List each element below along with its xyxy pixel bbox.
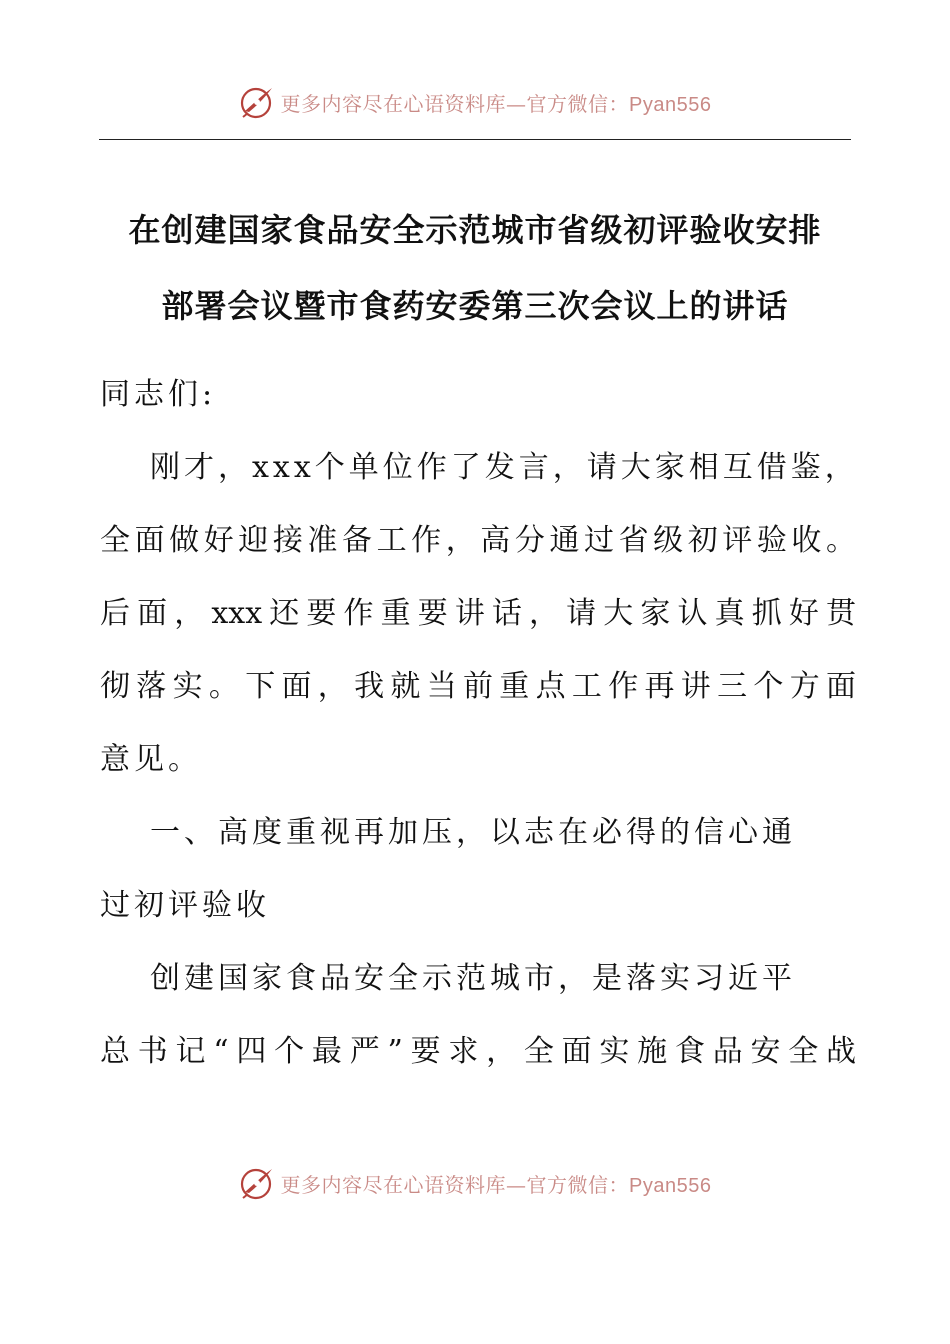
paragraph-2-line-1: 创建国家食品安全示范城市，是落实习近平 <box>150 961 796 996</box>
heading-1-line-1: 一、高度重视再加压，以志在必得的信心通 <box>150 815 796 850</box>
quill-logo-icon <box>239 84 275 120</box>
paragraph-1-line-4: 彻落实。下面，我就当前重点工作再讲三个方面 <box>100 669 856 704</box>
salutation: 同志们: <box>100 377 217 412</box>
footer-watermark <box>0 1163 950 1203</box>
document-body <box>100 358 859 1088</box>
paragraph-1-line-1: 刚才，xxx个单位作了发言，请大家相互借鉴， <box>150 450 859 485</box>
paragraph-2-line-2: 总书记“四个最严”要求，全面实施食品安全战 <box>100 1034 856 1069</box>
header-watermark <box>0 82 950 122</box>
document-title <box>99 192 851 344</box>
title-line-1: 在创建国家食品安全示范城市省级初评验收安排 <box>128 211 822 249</box>
watermark-text: 更多内容尽在心语资料库—官方微信：Pyan556 <box>280 1172 712 1197</box>
paragraph-1-line-5: 意见。 <box>100 742 202 777</box>
header-divider <box>99 139 851 140</box>
quill-logo-icon <box>239 1165 275 1201</box>
title-line-2: 部署会议暨市食药安委第三次会议上的讲话 <box>161 287 789 325</box>
watermark-text: 更多内容尽在心语资料库—官方微信：Pyan556 <box>280 91 712 116</box>
heading-1-line-2: 过初评验收 <box>100 888 270 923</box>
paragraph-1-line-3: 后面，xxx还要作重要讲话，请大家认真抓好贯 <box>100 596 856 631</box>
paragraph-1-line-2: 全面做好迎接准备工作，高分通过省级初评验收。 <box>100 523 856 558</box>
